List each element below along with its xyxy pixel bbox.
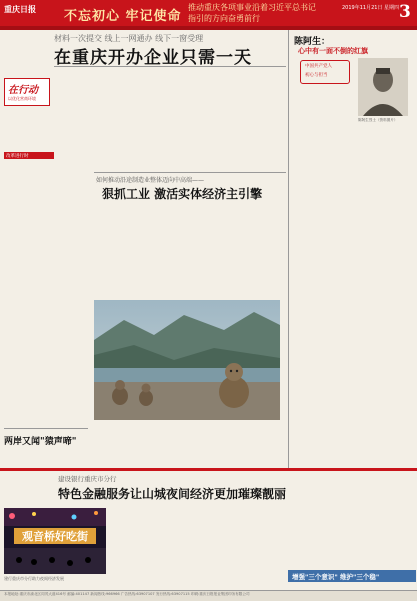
story2-body-col bbox=[94, 202, 154, 296]
masthead-date: 2019年11月21日 星期四 bbox=[342, 5, 400, 11]
profile-body-col bbox=[292, 88, 354, 130]
story2-body-col bbox=[158, 424, 218, 466]
stamp-line1: 中国共产党人 bbox=[305, 64, 332, 69]
masthead-slogan-line2: 指引的方向奋勇前行 bbox=[188, 14, 260, 23]
sidebar-body bbox=[4, 446, 88, 466]
story3-body-col bbox=[110, 502, 166, 586]
sidebar-headline[interactable]: 两岸又闻"猿声啼" bbox=[4, 437, 77, 447]
profile-subtitle: 心中有一面不倒的红旗 bbox=[298, 46, 368, 55]
story2-body-col bbox=[94, 424, 154, 466]
story1-badge-title: 在行动 bbox=[8, 85, 38, 96]
profile-title[interactable]: 陈阿生： bbox=[294, 37, 331, 47]
story1-body-col bbox=[174, 70, 230, 166]
profile-body-col bbox=[292, 128, 412, 466]
masthead-slogan-line1: 推动重庆各项事业沿着习近平总书记 bbox=[188, 3, 316, 12]
story1-headline[interactable]: 在重庆开办企业只需一天 bbox=[54, 48, 252, 68]
story1-badge-sub: 以优化营商环境 bbox=[8, 96, 36, 101]
paper-name: 重庆日报 bbox=[4, 4, 36, 14]
portrait-caption: 陈阿生烈士（资料图片） bbox=[358, 118, 398, 122]
divider bbox=[4, 428, 88, 429]
masthead-underline bbox=[0, 26, 417, 30]
story3-body-col bbox=[4, 478, 54, 506]
page-number: 3 bbox=[399, 2, 411, 22]
night-photo-caption: 建行重庆市分行助力夜间经济发展 bbox=[4, 576, 64, 581]
footer-text: 本报地址:重庆市渝北区同茂大道416号 邮编:401147 新闻热线:966966 广告热线:63907107 发行热线:63907115 印刷:重庆日报报业集团印务有限公司 bbox=[4, 592, 250, 596]
story3-headline[interactable]: 特色金融服务让山城夜间经济更加璀璨靓丽 bbox=[58, 487, 287, 501]
story3-kicker: 建设银行重庆市分行 bbox=[58, 475, 117, 483]
divider bbox=[54, 66, 286, 67]
night-economy-photo bbox=[4, 508, 106, 574]
night-photo-graphic bbox=[4, 508, 106, 574]
column-divider bbox=[288, 30, 289, 468]
story3-body-col bbox=[290, 474, 412, 568]
story1-body-col bbox=[54, 70, 110, 166]
masthead-slogan-main: 不忘初心 牢记使命 bbox=[64, 9, 182, 24]
story1-body-col bbox=[234, 70, 286, 166]
story2-body-col bbox=[222, 424, 286, 466]
monkeys-photo-graphic bbox=[94, 300, 280, 420]
story2-body-col bbox=[158, 202, 218, 296]
section-label: 改革进行时 bbox=[6, 154, 29, 159]
story3-body-col bbox=[170, 502, 226, 586]
stamp-line2: 初心与担当 bbox=[305, 73, 328, 78]
left-column-body bbox=[4, 162, 88, 424]
story2-kicker: 如何推动沿途制造业整体迈向中高端—— bbox=[96, 177, 205, 184]
portrait-graphic bbox=[358, 58, 408, 116]
story3-body-col bbox=[230, 502, 284, 586]
portrait-photo bbox=[358, 58, 408, 116]
monkeys-photo bbox=[94, 300, 280, 420]
story2-headline[interactable]: 狠抓工业 激活实体经济主引擎 bbox=[102, 187, 263, 201]
story1-body-col bbox=[114, 70, 170, 166]
bottom-divider bbox=[0, 468, 417, 471]
story1-body-col bbox=[4, 108, 48, 150]
story2-body-col bbox=[222, 202, 286, 296]
svg-text:观音桥好吃街: 观音桥好吃街 bbox=[22, 530, 88, 543]
story1-kicker: 材料一次提交 线上一网通办 线下一窗受理 bbox=[54, 34, 204, 43]
divider bbox=[94, 172, 286, 173]
promo-label: 增强"三个意识" 维护"三个稳" bbox=[292, 573, 380, 581]
